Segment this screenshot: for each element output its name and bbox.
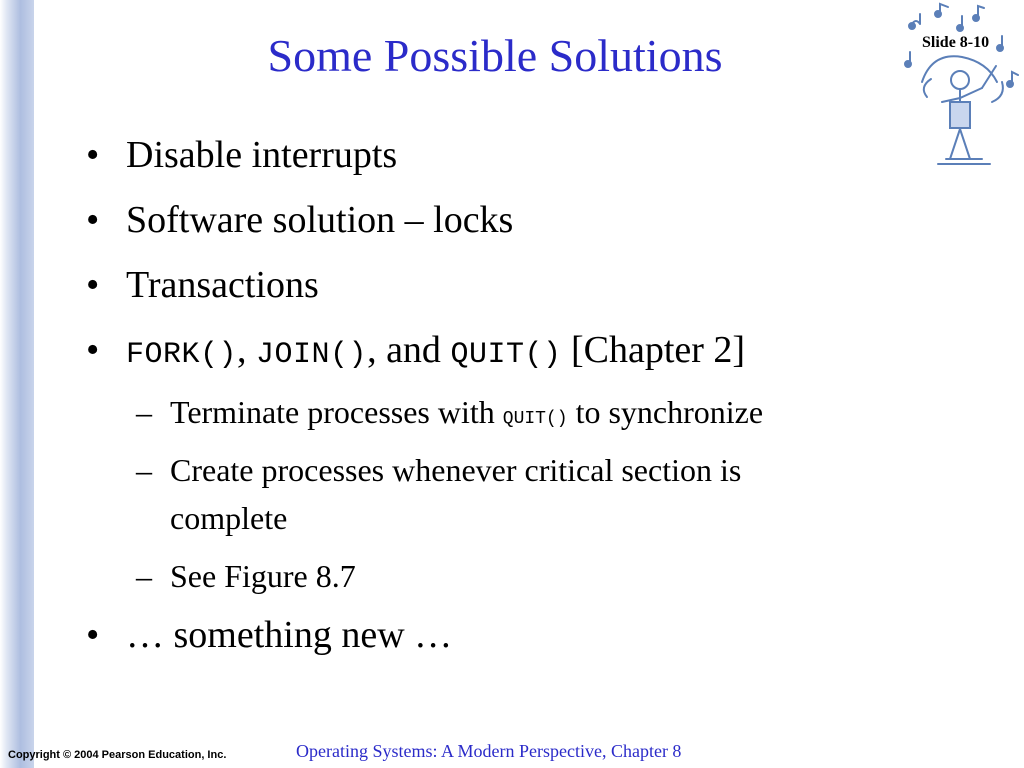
bullet-text: Software solution – locks	[126, 199, 514, 241]
code-quit-small: QUIT()	[502, 409, 568, 429]
bullet-dot: •	[86, 199, 100, 241]
code-quit: QUIT()	[450, 338, 562, 372]
slide-number: Slide 8-10	[922, 34, 990, 51]
sub-bullet-text-part: Terminate processes with	[170, 394, 503, 430]
code-join: JOIN()	[256, 338, 368, 372]
sub-bullet-text-continued: complete	[170, 500, 288, 536]
bullet-dot: •	[86, 329, 100, 371]
bullet-dot: •	[86, 264, 100, 306]
copyright-notice: Copyright © 2004 Pearson Education, Inc.	[8, 749, 227, 761]
bullet-item	[86, 262, 319, 308]
sub-bullet-dash: –	[136, 452, 152, 488]
sub-bullet-item	[136, 446, 741, 542]
course-footer: Operating Systems: A Modern Perspective, Chapter 8	[296, 741, 682, 761]
sub-bullet-dash: –	[136, 558, 152, 594]
code-fork: FORK()	[126, 338, 238, 372]
bullet-item	[86, 132, 397, 178]
left-gradient-band	[0, 0, 34, 768]
sub-bullet-item	[136, 388, 763, 443]
bullet-dot: •	[86, 134, 100, 176]
bullet-text-part: [Chapter 2]	[561, 329, 746, 371]
sub-bullet-text: See Figure 8.7	[170, 558, 356, 594]
bullet-text: … something new …	[126, 614, 453, 656]
bullet-item	[86, 327, 745, 378]
bullet-item	[86, 612, 452, 658]
bullet-text: Transactions	[126, 264, 319, 306]
sub-bullet-item	[136, 552, 356, 600]
bullet-dot: •	[86, 614, 100, 656]
sub-bullet-dash: –	[136, 394, 152, 430]
bullet-text-part: , and	[367, 329, 451, 371]
sub-bullet-text-part: to synchronize	[567, 394, 764, 430]
bullet-text: Disable interrupts	[126, 134, 398, 176]
bullet-text-part: ,	[237, 329, 257, 371]
sub-bullet-text: Create processes whenever critical section is	[170, 452, 742, 488]
bullet-item	[86, 197, 513, 243]
conductor-music-notes-icon	[902, 2, 1024, 174]
slide-title: Some Possible Solutions	[267, 30, 723, 81]
